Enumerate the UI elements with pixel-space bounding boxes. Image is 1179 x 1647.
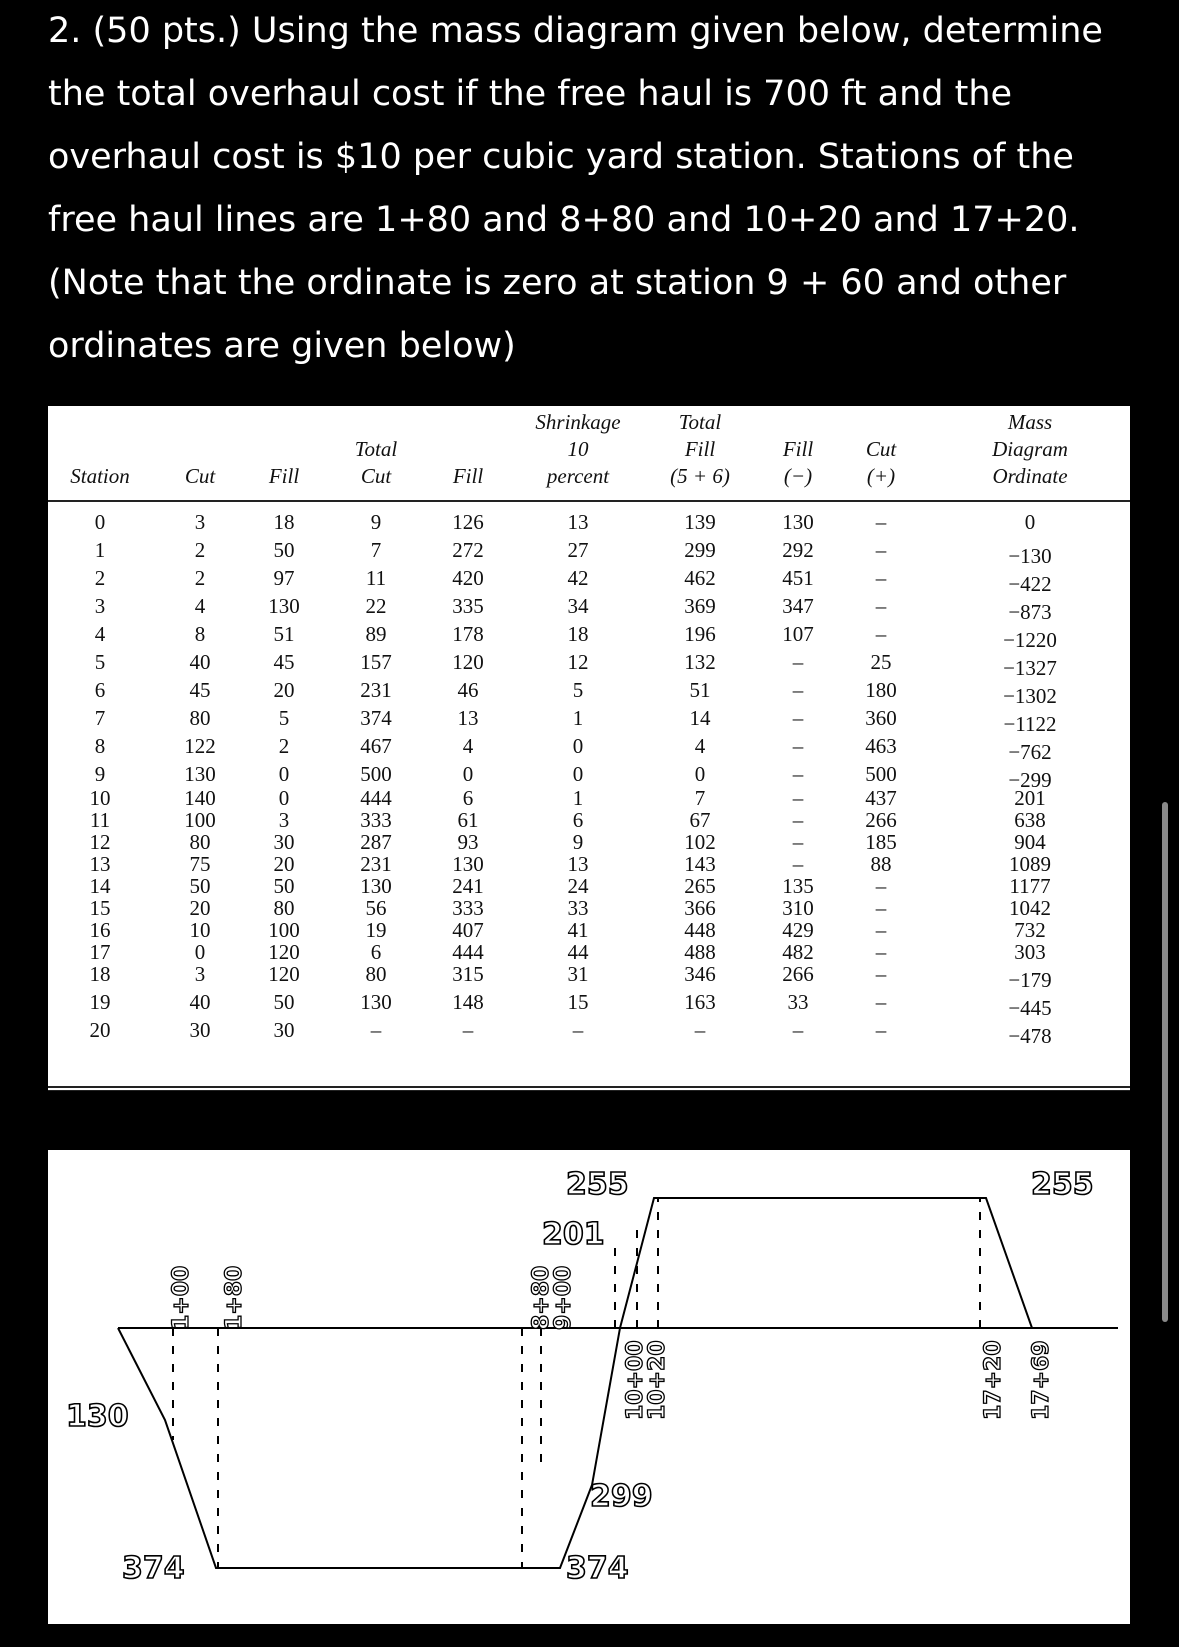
table-cell: 33 xyxy=(567,896,589,920)
table-cell: 467 xyxy=(360,734,392,758)
table-cell: 18 xyxy=(273,510,295,534)
table-cell: 107 xyxy=(782,622,814,646)
table-cell: −445 xyxy=(1008,996,1052,1020)
table-cell: 0 xyxy=(94,510,106,534)
table-cell: – xyxy=(875,918,887,942)
table-cell: – xyxy=(572,1018,584,1042)
station-8-80: 8+80 xyxy=(529,1265,554,1330)
table-cell: 126 xyxy=(452,510,484,534)
table-cell: 89 xyxy=(365,622,387,646)
table-cell: 93 xyxy=(457,830,479,854)
table-cell: – xyxy=(792,734,804,758)
column-header: Fill xyxy=(684,437,716,461)
table-cell: 180 xyxy=(865,678,897,702)
table-cell: – xyxy=(875,874,887,898)
table-cell: 122 xyxy=(184,734,216,758)
table-cell: 11 xyxy=(365,566,387,590)
table-cell: – xyxy=(875,622,887,646)
table-cell: 132 xyxy=(684,650,716,674)
table-cell: 148 xyxy=(452,990,484,1014)
table-cell: 1 xyxy=(572,706,584,730)
table-cell: – xyxy=(875,1018,887,1042)
table-cell: 1089 xyxy=(1009,852,1051,876)
table-cell: 0 xyxy=(572,734,584,758)
column-header: Fill xyxy=(452,464,484,488)
table-cell: −299 xyxy=(1008,768,1052,792)
table-cell: 10 xyxy=(189,918,211,942)
column-header: Total xyxy=(354,437,398,461)
column-header: Station xyxy=(70,464,130,488)
table-cell: 102 xyxy=(684,830,716,854)
table-cell: 266 xyxy=(782,962,814,986)
table-cell: 100 xyxy=(268,918,300,942)
table-cell: 4 xyxy=(194,594,206,618)
label-201: 201 xyxy=(542,1217,605,1252)
table-cell: 163 xyxy=(684,990,716,1014)
table-cell: 732 xyxy=(1014,918,1046,942)
table-cell: 7 xyxy=(694,786,706,810)
table-cell: 12 xyxy=(89,830,111,854)
table-cell: 18 xyxy=(89,962,111,986)
table-cell: 488 xyxy=(684,940,716,964)
table-cell: 100 xyxy=(184,808,216,832)
table-cell: – xyxy=(792,762,804,786)
table-cell: 22 xyxy=(365,594,387,618)
table-rule xyxy=(48,1086,1130,1088)
table-cell: 50 xyxy=(189,874,211,898)
earthwork-table xyxy=(48,406,1130,1091)
table-cell: 140 xyxy=(184,786,216,810)
table-cell: 500 xyxy=(360,762,392,786)
question-line: free haul lines are 1+80 and 8+80 and 10+20 and 17+20. xyxy=(48,200,1080,240)
table-cell: 13 xyxy=(89,852,111,876)
column-header: Fill xyxy=(268,464,300,488)
table-cell: 34 xyxy=(567,594,589,618)
table-cell: 9 xyxy=(94,762,106,786)
table-cell: 241 xyxy=(452,874,484,898)
table-cell: 24 xyxy=(567,874,589,898)
table-cell: 120 xyxy=(268,940,300,964)
table-cell: – xyxy=(875,990,887,1014)
table-cell: 265 xyxy=(684,874,716,898)
diagram-curve-left xyxy=(118,1328,620,1568)
table-cell: 4 xyxy=(694,734,706,758)
table-cell: 45 xyxy=(273,650,295,674)
table-cell: 272 xyxy=(452,538,484,562)
table-cell: 196 xyxy=(684,622,716,646)
table-cell: −130 xyxy=(1008,544,1052,568)
column-header: (−) xyxy=(783,464,813,488)
table-cell: – xyxy=(792,786,804,810)
table-cell: 3 xyxy=(194,962,206,986)
table-cell: – xyxy=(370,1018,382,1042)
table-cell: 40 xyxy=(189,650,211,674)
table-cell: 13 xyxy=(457,706,479,730)
table-cell: – xyxy=(875,962,887,986)
table-cell: 178 xyxy=(452,622,484,646)
table-cell: −1122 xyxy=(1003,712,1057,736)
table-cell: 80 xyxy=(365,962,387,986)
table-cell: 11 xyxy=(89,808,111,832)
table-cell: – xyxy=(875,940,887,964)
table-cell: 27 xyxy=(567,538,589,562)
table-cell: 3 xyxy=(194,510,206,534)
table-cell: −873 xyxy=(1008,600,1052,624)
table-cell: 444 xyxy=(452,940,484,964)
table-cell: 310 xyxy=(782,896,814,920)
table-cell: 31 xyxy=(567,962,589,986)
table-cell: 4 xyxy=(462,734,474,758)
table-cell: 7 xyxy=(370,538,382,562)
table-cell: 45 xyxy=(189,678,211,702)
table-cell: – xyxy=(792,678,804,702)
table-cell: 17 xyxy=(89,940,111,964)
table-cell: 2 xyxy=(194,538,206,562)
table-cell: 80 xyxy=(189,706,211,730)
table-cell: 67 xyxy=(689,808,711,832)
table-cell: 292 xyxy=(782,538,814,562)
table-cell: – xyxy=(792,1018,804,1042)
table-cell: 20 xyxy=(273,678,295,702)
table-cell: 20 xyxy=(189,896,211,920)
table-cell: −1302 xyxy=(1003,684,1057,708)
table-cell: 333 xyxy=(452,896,484,920)
label-130: 130 xyxy=(66,1399,129,1434)
table-cell: 143 xyxy=(684,852,716,876)
table-cell: 7 xyxy=(94,706,106,730)
table-cell: 2 xyxy=(94,566,106,590)
table-cell: – xyxy=(792,852,804,876)
column-header: Ordinate xyxy=(992,464,1068,488)
table-cell: 638 xyxy=(1014,808,1046,832)
table-cell: 130 xyxy=(782,510,814,534)
table-cell: – xyxy=(875,594,887,618)
question-line: ordinates are given below) xyxy=(48,326,516,366)
column-header: percent xyxy=(546,464,610,488)
table-cell: 12 xyxy=(567,650,589,674)
table-cell: 333 xyxy=(360,808,392,832)
table-cell: 15 xyxy=(567,990,589,1014)
table-cell: 4 xyxy=(94,622,106,646)
column-header: Shrinkage xyxy=(535,410,621,434)
table-cell: 0 xyxy=(1024,510,1036,534)
table-cell: 56 xyxy=(365,896,387,920)
table-cell: 437 xyxy=(865,786,897,810)
table-cell: – xyxy=(875,566,887,590)
table-cell: 1 xyxy=(572,786,584,810)
table-cell: 80 xyxy=(189,830,211,854)
table-cell: 5 xyxy=(278,706,290,730)
table-cell: 374 xyxy=(360,706,392,730)
table-cell: 0 xyxy=(278,762,290,786)
table-cell: 303 xyxy=(1014,940,1046,964)
table-cell: 6 xyxy=(462,786,474,810)
table-cell: 366 xyxy=(684,896,716,920)
table-cell: 80 xyxy=(273,896,295,920)
table-cell: 9 xyxy=(370,510,382,534)
table-cell: 19 xyxy=(365,918,387,942)
table-cell: 19 xyxy=(89,990,111,1014)
table-cell: – xyxy=(875,896,887,920)
table-cell: 429 xyxy=(782,918,814,942)
table-cell: 50 xyxy=(273,874,295,898)
column-header: Diagram xyxy=(992,437,1068,461)
table-cell: 420 xyxy=(452,566,484,590)
table-cell: 50 xyxy=(273,538,295,562)
table-cell: 287 xyxy=(360,830,392,854)
table-cell: 482 xyxy=(782,940,814,964)
table-cell: 120 xyxy=(452,650,484,674)
table-cell: 40 xyxy=(189,990,211,1014)
table-cell: – xyxy=(792,808,804,832)
table-cell: 61 xyxy=(457,808,479,832)
column-header: Cut xyxy=(360,464,392,488)
table-cell: 20 xyxy=(89,1018,111,1042)
table-cell: −179 xyxy=(1008,968,1052,992)
column-header: 10 xyxy=(567,437,589,461)
table-cell: 30 xyxy=(273,1018,295,1042)
table-cell: 14 xyxy=(89,874,111,898)
table-cell: 5 xyxy=(94,650,106,674)
table-cell: 135 xyxy=(782,874,814,898)
table-cell: −478 xyxy=(1008,1024,1052,1048)
mass-diagram-panel xyxy=(48,1150,1130,1624)
table-cell: 1042 xyxy=(1009,896,1051,920)
table-cell: 6 xyxy=(370,940,382,964)
station-17-69: 17+69 xyxy=(1029,1340,1054,1420)
table-cell: 14 xyxy=(689,706,711,730)
table-cell: 0 xyxy=(462,762,474,786)
label-255-mid: 255 xyxy=(566,1167,629,1202)
station-1-80: 1+80 xyxy=(222,1265,247,1330)
table-cell: 157 xyxy=(360,650,392,674)
table-cell: 46 xyxy=(457,678,479,702)
table-cell: 0 xyxy=(278,786,290,810)
label-299: 299 xyxy=(590,1479,653,1514)
label-374-mid: 374 xyxy=(566,1551,629,1586)
table-cell: 88 xyxy=(870,852,892,876)
label-255-right: 255 xyxy=(1031,1167,1094,1202)
question-line: the total overhaul cost if the free haul is 700 ft and the xyxy=(48,74,1013,114)
label-374-left: 374 xyxy=(122,1551,185,1586)
table-rule xyxy=(48,1090,1130,1091)
diagram-curve-right xyxy=(620,1198,1032,1328)
table-cell: 20 xyxy=(273,852,295,876)
table-cell: – xyxy=(462,1018,474,1042)
table-cell: 444 xyxy=(360,786,392,810)
table-cell: 463 xyxy=(865,734,897,758)
table-cell: 451 xyxy=(782,566,814,590)
table-cell: 18 xyxy=(567,622,589,646)
table-cell: 1177 xyxy=(1009,874,1051,898)
table-cell: 120 xyxy=(268,962,300,986)
column-header: (+) xyxy=(866,464,896,488)
table-cell: 30 xyxy=(273,830,295,854)
table-cell: 44 xyxy=(567,940,589,964)
column-header: Mass xyxy=(1007,410,1053,434)
scrollbar[interactable] xyxy=(1162,802,1168,1322)
table-cell: 10 xyxy=(89,786,111,810)
table-cell: 315 xyxy=(452,962,484,986)
question-text xyxy=(48,0,1128,378)
table-cell: 15 xyxy=(89,896,111,920)
station-10-00: 10+00 xyxy=(623,1340,648,1420)
table-cell: 130 xyxy=(360,874,392,898)
table-cell: 5 xyxy=(572,678,584,702)
table-rule xyxy=(48,500,1130,502)
table-cell: – xyxy=(792,830,804,854)
table-cell: 407 xyxy=(452,918,484,942)
table-cell: 1 xyxy=(94,538,106,562)
table-cell: 130 xyxy=(268,594,300,618)
table-cell: 50 xyxy=(273,990,295,1014)
table-cell: 299 xyxy=(684,538,716,562)
table-cell: 9 xyxy=(572,830,584,854)
table-cell: 0 xyxy=(194,940,206,964)
table-cell: 42 xyxy=(567,566,589,590)
table-cell: 41 xyxy=(567,918,589,942)
table-cell: 6 xyxy=(572,808,584,832)
table-cell: 462 xyxy=(684,566,716,590)
table-cell: 369 xyxy=(684,594,716,618)
table-cell: 448 xyxy=(684,918,716,942)
table-cell: 16 xyxy=(89,918,111,942)
table-cell: 30 xyxy=(189,1018,211,1042)
table-cell: −1327 xyxy=(1003,656,1057,680)
table-cell: 360 xyxy=(865,706,897,730)
table-cell: 231 xyxy=(360,852,392,876)
table-cell: 130 xyxy=(360,990,392,1014)
table-cell: 0 xyxy=(572,762,584,786)
table-cell: 25 xyxy=(870,650,892,674)
table-cell: – xyxy=(792,650,804,674)
table-cell: 266 xyxy=(865,808,897,832)
column-header: (5 + 6) xyxy=(670,464,730,488)
station-17-20: 17+20 xyxy=(981,1340,1006,1420)
table-cell: 51 xyxy=(689,678,711,702)
table-cell: – xyxy=(875,510,887,534)
table-cell: 13 xyxy=(567,510,589,534)
table-cell: 231 xyxy=(360,678,392,702)
table-cell: 33 xyxy=(787,990,809,1014)
table-cell: 201 xyxy=(1014,786,1046,810)
table-cell: 8 xyxy=(194,622,206,646)
table-cell: 6 xyxy=(94,678,106,702)
mass-diagram xyxy=(48,1150,1130,1624)
table-cell: 130 xyxy=(452,852,484,876)
table-cell: 13 xyxy=(567,852,589,876)
table-cell: 185 xyxy=(865,830,897,854)
station-9-00: 9+00 xyxy=(551,1265,576,1330)
column-header: Fill xyxy=(782,437,814,461)
table-cell: 347 xyxy=(782,594,814,618)
table-cell: −422 xyxy=(1008,572,1052,596)
table-cell: 335 xyxy=(452,594,484,618)
table-cell: 97 xyxy=(273,566,295,590)
station-1-00: 1+00 xyxy=(169,1265,194,1330)
table-cell: 3 xyxy=(278,808,290,832)
table-cell: 0 xyxy=(694,762,706,786)
table-cell: 2 xyxy=(278,734,290,758)
table-cell: 139 xyxy=(684,510,716,534)
table-cell: 8 xyxy=(94,734,106,758)
question-line: overhaul cost is $10 per cubic yard station. Stations of the xyxy=(48,137,1074,177)
table-cell: −1220 xyxy=(1003,628,1057,652)
table-cell: 51 xyxy=(273,622,295,646)
station-10-20: 10+20 xyxy=(645,1340,670,1420)
table-cell: 500 xyxy=(865,762,897,786)
column-header: Total xyxy=(678,410,722,434)
table-cell: 2 xyxy=(194,566,206,590)
table-cell: – xyxy=(792,706,804,730)
column-header: Cut xyxy=(184,464,216,488)
column-header: Cut xyxy=(865,437,897,461)
table-cell: – xyxy=(875,538,887,562)
table-cell: 904 xyxy=(1014,830,1046,854)
table-cell: −762 xyxy=(1008,740,1052,764)
question-line: 2. (50 pts.) Using the mass diagram given below, determine xyxy=(48,11,1103,51)
table-cell: – xyxy=(694,1018,706,1042)
table-cell: 3 xyxy=(94,594,106,618)
table-cell: 75 xyxy=(189,852,211,876)
table-cell: 346 xyxy=(684,962,716,986)
table-cell: 130 xyxy=(184,762,216,786)
question-line: (Note that the ordinate is zero at station 9 + 60 and other xyxy=(48,263,1067,303)
